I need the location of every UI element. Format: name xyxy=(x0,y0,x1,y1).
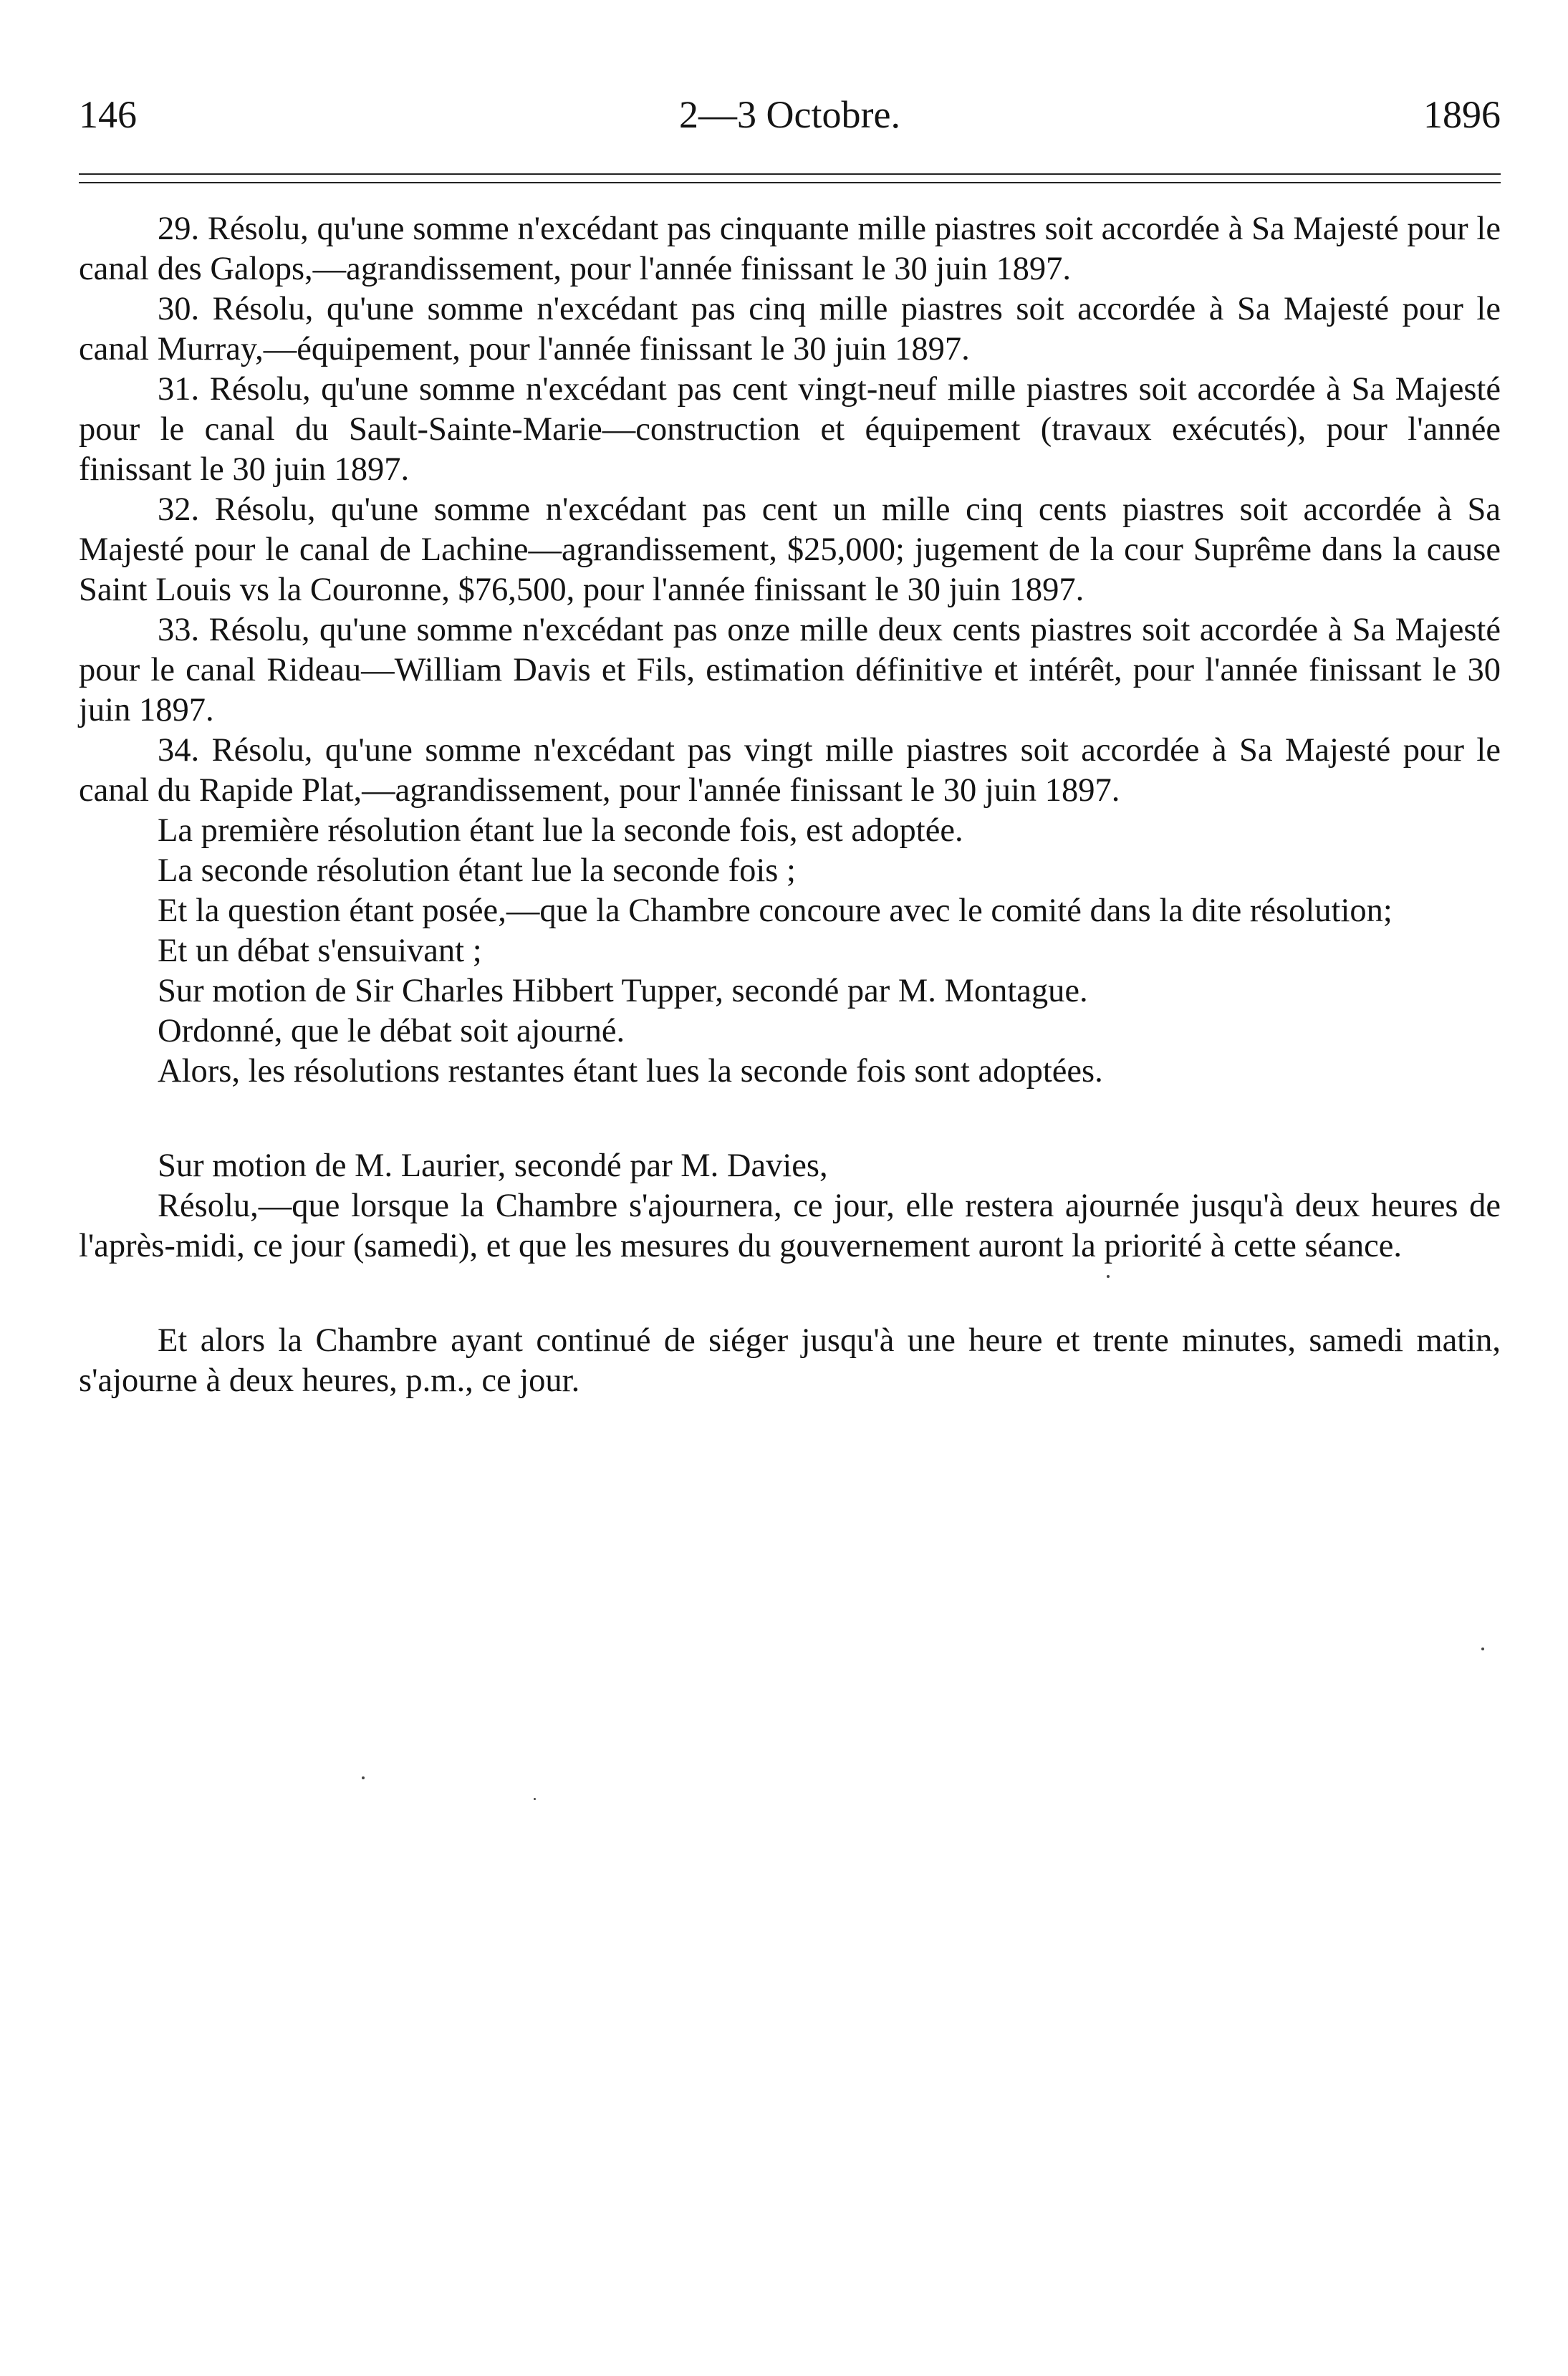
body-text xyxy=(79,209,1501,1401)
running-head xyxy=(79,86,1501,143)
document-page xyxy=(79,86,1501,1401)
tupper-motion: Sur motion de Sir Charles Hibbert Tupper, secondé par M. Montague. xyxy=(158,973,1088,1009)
ink-speck xyxy=(534,1798,536,1800)
year-header: 1896 xyxy=(1423,93,1501,136)
page-number: 146 xyxy=(79,93,137,136)
second-resolution-read: La seconde résolution étant lue la seconde fois ; xyxy=(158,852,796,889)
date-header: 2—3 Octobre. xyxy=(679,93,900,136)
closing-adjournment: Et alors la Chambre ayant continué de siéger jusqu'à une heure et trente minutes, samedi matin, s'ajourne à deux heures, p.m., ce jour. xyxy=(79,1322,1501,1399)
ink-speck xyxy=(1107,1275,1110,1278)
header-double-rule xyxy=(79,173,1501,183)
resolution-29: 29. Résolu, qu'une somme n'excédant pas cinquante mille piastres soit accordée à Sa Majesté pour le canal des Galops,—agrandissement, pour l'année finissant le 30 juin 1897. xyxy=(79,211,1501,287)
debate-ensuing: Et un débat s'ensuivant ; xyxy=(158,933,482,969)
laurier-motion-intro: Sur motion de M. Laurier, secondé par M. Davies, xyxy=(158,1148,828,1184)
ink-speck xyxy=(362,1776,365,1779)
laurier-motion-resolution: Résolu,—que lorsque la Chambre s'ajournera, ce jour, elle restera ajournée jusqu'à deux heures de l'après-midi, ce jour (samedi), et que les mesures du gouvernement auront la priorité à cette séance. xyxy=(79,1188,1501,1264)
resolution-32: 32. Résolu, qu'une somme n'excédant pas cent un mille cinq cents piastres soit accordée à Sa Majesté pour le canal de Lachine—agrandissement, $25,000; jugement de la cour Suprême dans la cause Saint Louis vs la Couronne, $76,500, pour l'année finissant le 30 juin 1897. xyxy=(79,491,1501,608)
resolution-30: 30. Résolu, qu'une somme n'excédant pas cinq mille piastres soit accordée à Sa Majesté pour le canal Murray,—équipement, pour l'année finissant le 30 juin 1897. xyxy=(79,291,1501,367)
question-put: Et la question étant posée,—que la Chambre concoure avec le comité dans la dite résolution; xyxy=(158,893,1393,929)
resolution-34: 34. Résolu, qu'une somme n'excédant pas vingt mille piastres soit accordée à Sa Majesté pour le canal du Rapide Plat,—agrandissement, pour l'année finissant le 30 juin 1897. xyxy=(79,732,1501,809)
resolution-33: 33. Résolu, qu'une somme n'excédant pas onze mille deux cents piastres soit accordée à Sa Majesté pour le canal Rideau—William Davis et Fils, estimation définitive et intérêt, pour l'année finissant le 30 juin 1897. xyxy=(79,612,1501,728)
remaining-resolutions-adopted: Alors, les résolutions restantes étant lues la seconde fois sont adoptées. xyxy=(158,1053,1103,1090)
resolution-31: 31. Résolu, qu'une somme n'excédant pas cent vingt-neuf mille piastres soit accordée à Sa Majesté pour le canal du Sault-Sainte-Marie—construction et équipement (travaux exécutés), pour l'année finissant le 30 juin 1897. xyxy=(79,371,1501,488)
debate-adjourned: Ordonné, que le débat soit ajourné. xyxy=(158,1013,625,1049)
first-resolution-adopted: La première résolution étant lue la seconde fois, est adoptée. xyxy=(158,812,963,849)
ink-speck xyxy=(1481,1648,1484,1650)
